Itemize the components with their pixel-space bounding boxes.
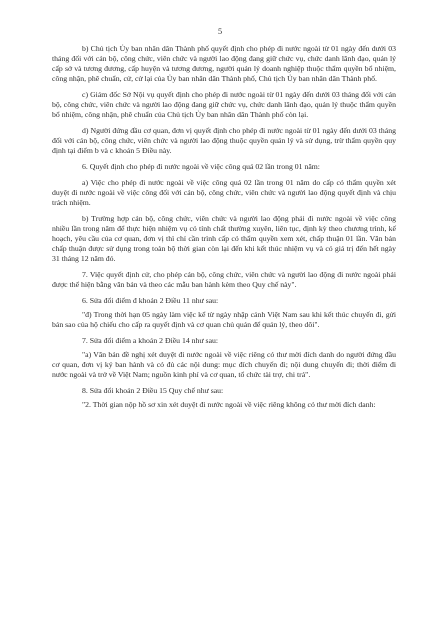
amendment-7-text: "a) Văn bản đề nghị xét duyệt đi nước ngoài về việc riêng có thư mời đích danh do người đứng đầu cơ quan, đơn vị ký ban hành và có đủ các nội dung: mục đích chuyến đi; nội dung chuyến đi; thời điểm đi nước ngoài và trở về Việt Nam; nguồn kinh phí và cơ quan, tổ chức tài trợ, chi trả". xyxy=(52,350,396,379)
amendment-6-heading: 6. Sửa đổi điểm đ khoản 2 Điều 11 như sau: xyxy=(82,296,219,305)
paragraph-5d: d) Người đứng đầu cơ quan, đơn vị quyết định cho phép đi nước ngoài từ 01 ngày đến dưới 03 tháng đối với cán bộ, công chức, viên chức và người lao động thuộc quyền quản lý và sử dụng, trừ thẩm quyền quy định tại điểm b và c khoản 5 Điều này. xyxy=(52,126,396,155)
amendment-7-heading: 7. Sửa đổi điểm a khoản 2 Điều 14 như sau: xyxy=(82,336,219,345)
paragraph-6a: a) Việc cho phép đi nước ngoài về việc công quá 02 lần trong 01 năm do cấp có thẩm quyền xét duyệt đi nước ngoài về việc công đối với cán bộ, công chức, viên chức và người lao động quyết định và chịu trách nhiệm. xyxy=(52,178,396,207)
paragraph-6b: b) Trường hợp cán bộ, công chức, viên chức và người lao động phải đi nước ngoài về việc công nhiều lần trong năm để thực hiện nhiệm vụ có tính chất thường xuyên, liên tục, định kỳ theo chương trình, kế hoạch, yêu cầu của cơ quan, đơn vị thì chỉ cần trình cấp có thẩm quyền xem xét, chấp thuận 01 lần. Văn bản chấp thuận được sử dụng trong toàn bộ thời gian còn lại đến khi kết thúc nhiệm vụ và có giá trị đến hết ngày 31 tháng 12 năm đó. xyxy=(52,214,396,263)
paragraph-6-heading: 6. Quyết định cho phép đi nước ngoài về việc công quá 02 lần trong 01 năm: xyxy=(82,162,320,171)
paragraph-7: 7. Việc quyết định cử, cho phép cán bộ, công chức, viên chức và người lao động đi nước ngoài phải được thể hiện bằng văn bản và theo các mẫu ban hành kèm theo Quy chế này". xyxy=(52,270,396,289)
paragraph-5b: b) Chủ tịch Ủy ban nhân dân Thành phố quyết định cho phép đi nước ngoài từ 01 ngày đến dưới 03 tháng đối với cán bộ, công chức, viên chức và người lao động đang giữ chức vụ, chức danh lãnh đạo, quản lý cấp sở và tương đương, cấp huyện và tương đương, người quản lý doanh nghiệp thuộc thẩm quyền bổ nhiệm, công nhận, phê chuẩn, cử, cử lại của Ủy ban nhân dân Thành phố, Chủ tịch Ủy ban nhân dân Thành phố. xyxy=(52,44,396,83)
amendment-8-text: "2. Thời gian nộp hồ sơ xin xét duyệt đi nước ngoài về việc riêng không có thư mời đích danh: xyxy=(82,400,376,409)
paragraph-5c: c) Giám đốc Sở Nội vụ quyết định cho phép đi nước ngoài từ 01 ngày đến dưới 03 tháng đối với cán bộ, công chức, viên chức và người lao động đang giữ chức vụ, chức danh lãnh đạo, quản lý thuộc thẩm quyền bổ nhiệm, công nhận, phê chuẩn của Chủ tịch Ủy ban nhân dân Thành phố còn lại. xyxy=(52,90,396,119)
page-number: 5 xyxy=(217,27,223,36)
amendment-8-heading: 8. Sửa đổi khoản 2 Điều 15 Quy chế như sau: xyxy=(82,386,224,395)
amendment-6-text: "đ) Trong thời hạn 05 ngày làm việc kể từ ngày nhập cảnh Việt Nam sau khi kết thúc chuyến đi, gửi bản sao của hộ chiếu cho cấp ra quyết định và cơ quan chủ quản để quản lý, theo dõi". xyxy=(52,310,396,329)
